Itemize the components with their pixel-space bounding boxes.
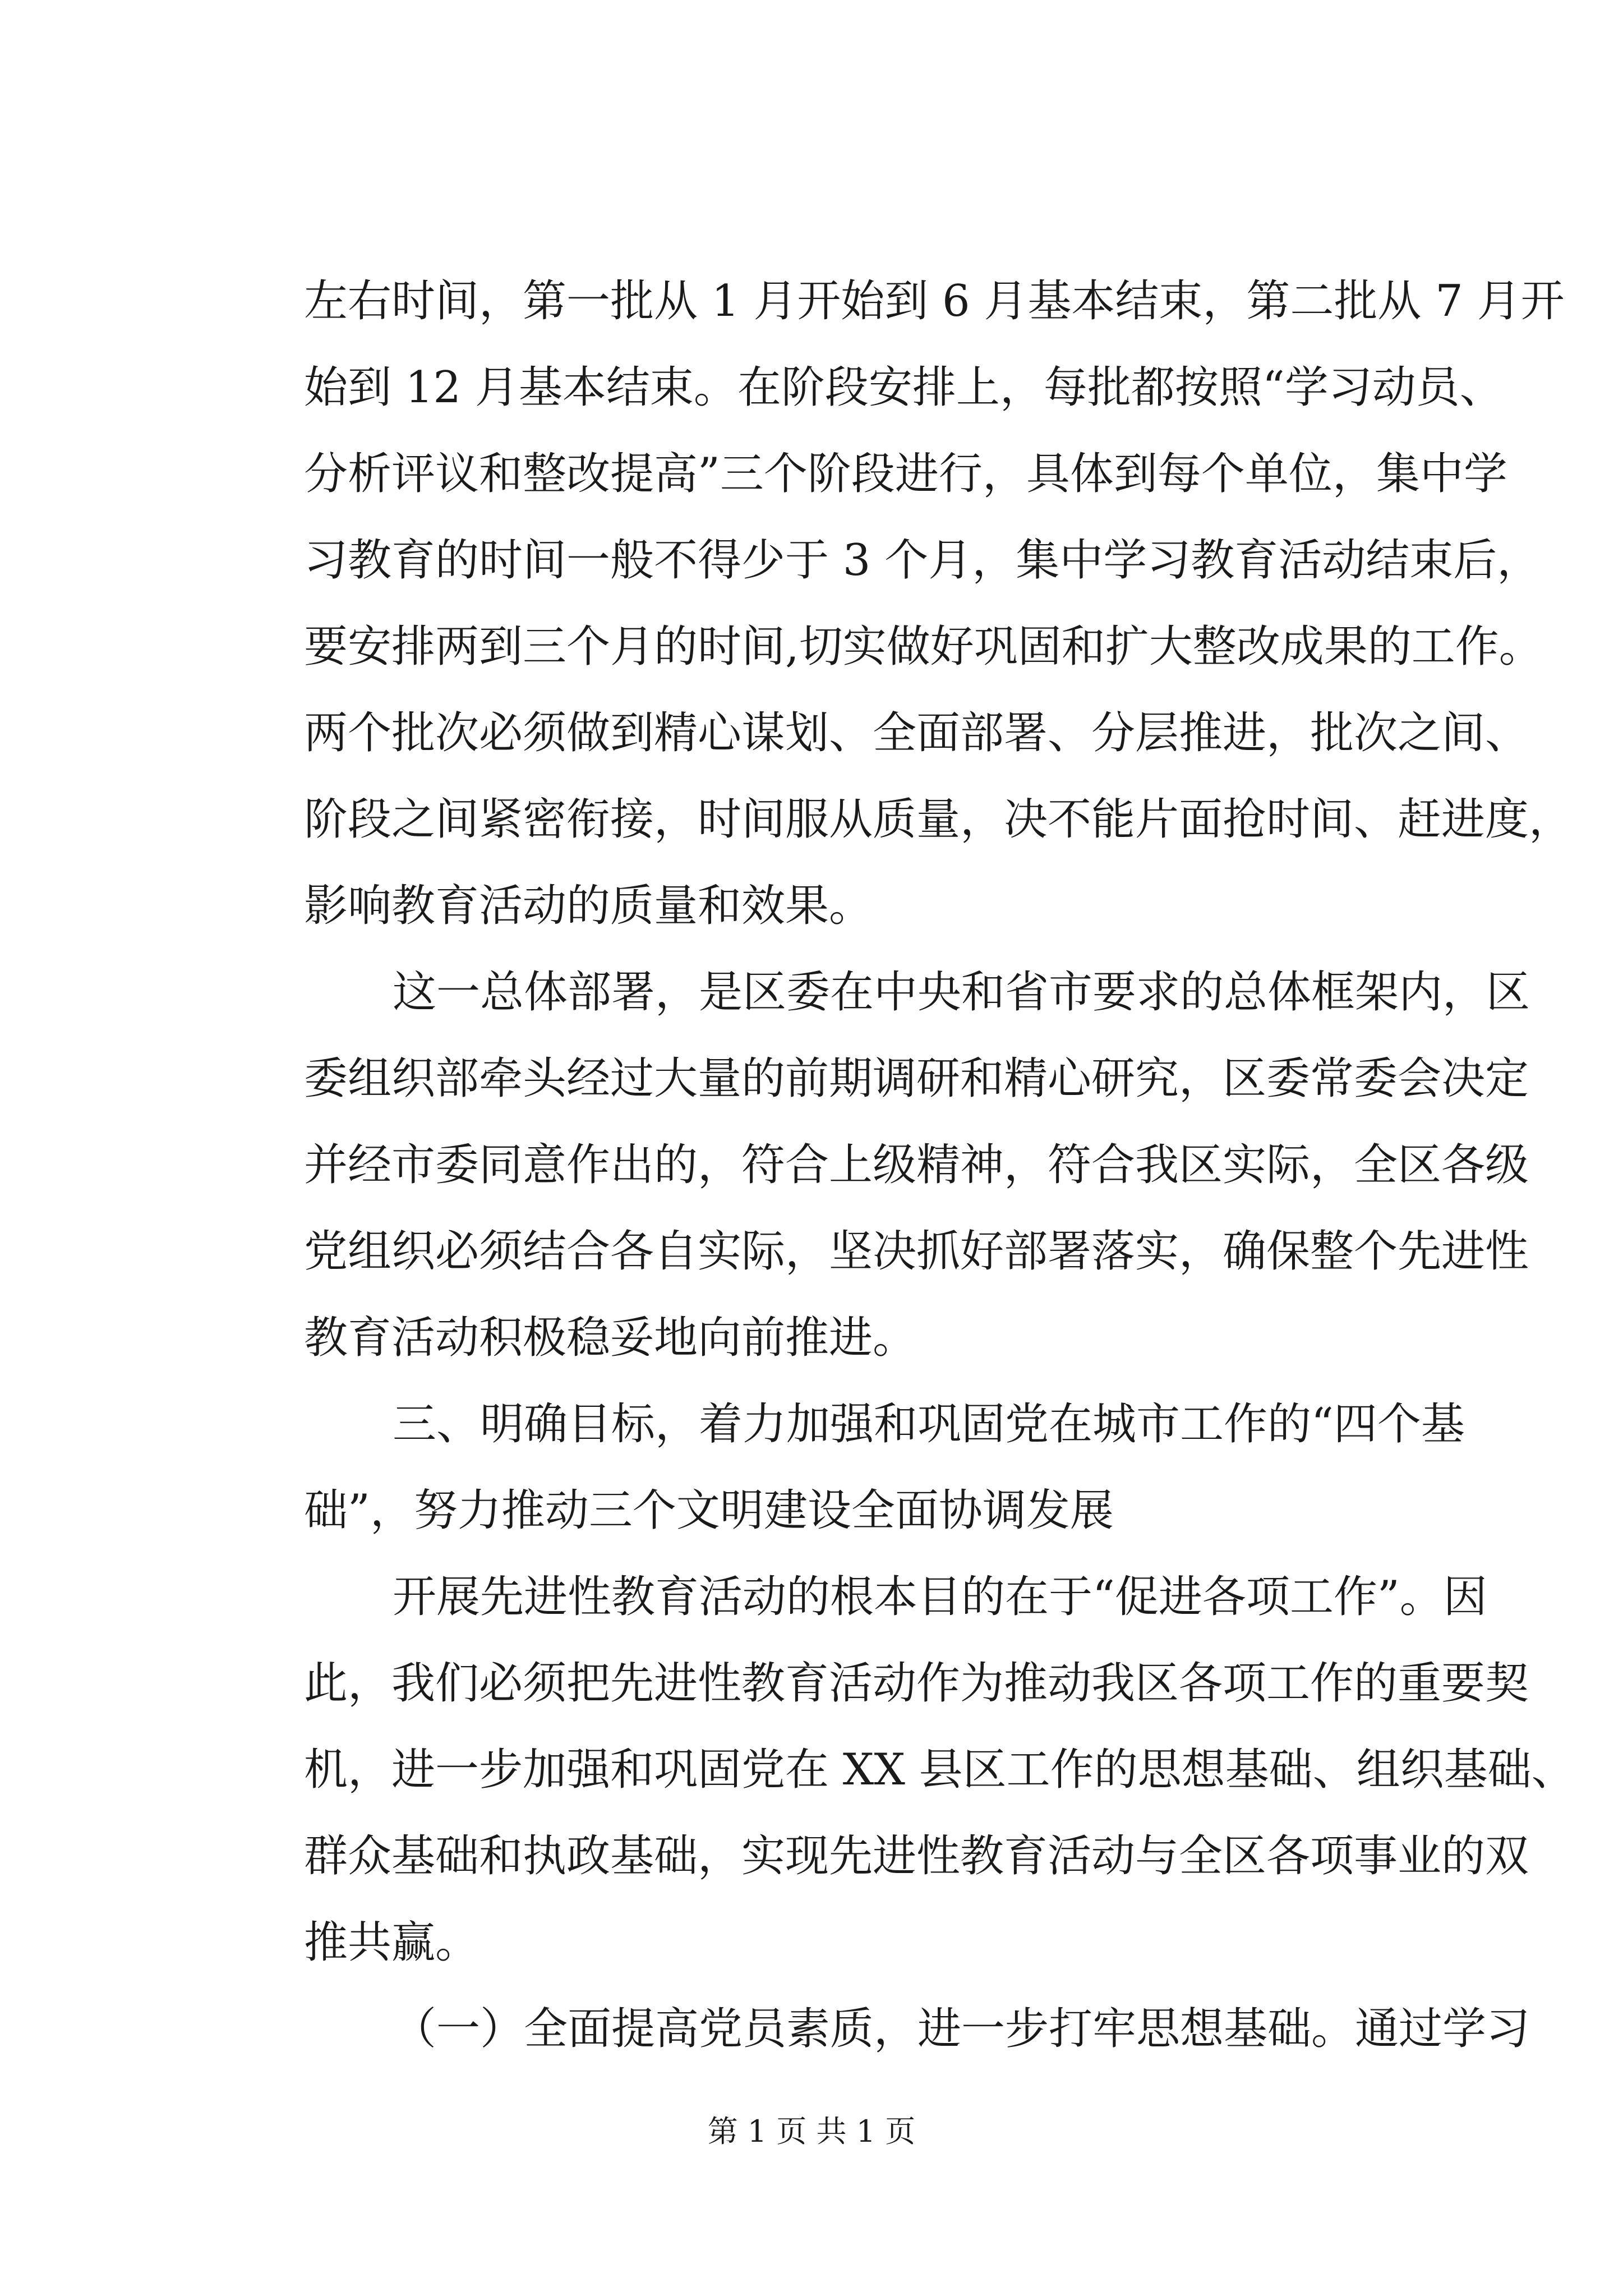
text-line: 影响教育活动的质量和效果。: [304, 881, 873, 931]
text-line: 要安排两到三个月的时间,切实做好巩固和扩大整改成果的工作。: [304, 622, 1543, 672]
text-line: 习教育的时间一般不得少于 3 个月，集中学习教育活动结束后，: [304, 535, 1541, 586]
text-line: 始到 12 月基本结束。在阶段安排上，每批都按照“学习动员、: [304, 362, 1504, 413]
text-line: 群众基础和执政基础，实现先进性教育活动与全区各项事业的双: [304, 1831, 1529, 1881]
text-line: 教育活动积极稳妥地向前推进。: [304, 1313, 917, 1363]
paragraph-5: [304, 1986, 1530, 2072]
heading-line: 础”，努力推动三个文明建设全面协调发展: [304, 1485, 1114, 1536]
text-line: 开展先进性教育活动的根本目的在于“促进各项工作”。因: [393, 1572, 1487, 1622]
text-line: 机，进一步加强和巩固党在 XX 县区工作的思想基础、组织基础、: [304, 1745, 1575, 1795]
text-line: 并经市委同意作出的，符合上级精神，符合我区实际，全区各级: [304, 1140, 1529, 1190]
paragraph-4: [304, 1554, 1575, 1986]
text-line: 左右时间，第一批从 1 月开始到 6 月基本结束，第二批从 7 月开: [304, 276, 1565, 326]
heading-line: 三、明确目标，着力加强和巩固党在城市工作的“四个基: [393, 1399, 1465, 1450]
paragraph-1: [304, 258, 1573, 949]
text-line: 阶段之间紧密衔接，时间服从质量，决不能片面抢时间、赶进度，: [304, 794, 1573, 845]
page-footer: [0, 2109, 1623, 2154]
text-line: 此，我们必须把先进性教育活动作为推动我区各项工作的重要契: [304, 1658, 1529, 1709]
text-line: 委组织部牵头经过大量的前期调研和精心研究，区委常委会决定: [304, 1053, 1529, 1104]
paragraph-2: [304, 949, 1530, 1381]
text-line: 分析评议和整改提高”三个阶段进行，具体到每个单位，集中学: [304, 449, 1507, 499]
text-line: 这一总体部署，是区委在中央和省市要求的总体框架内，区: [393, 967, 1530, 1018]
section-heading: [304, 1381, 1465, 1554]
text-line: 两个批次必须做到精心谋划、全面部署、分层推进，批次之间、: [304, 708, 1529, 758]
document-body: [304, 258, 1575, 2072]
text-line: （一）全面提高党员素质，进一步打牢思想基础。通过学习: [393, 2004, 1530, 2054]
text-line: 党组织必须结合各自实际，坚决抓好部署落实，确保整个先进性: [304, 1226, 1529, 1277]
page-number: 第 1 页 共 1 页: [707, 2114, 916, 2149]
text-line: 推共赢。: [304, 1917, 479, 1968]
